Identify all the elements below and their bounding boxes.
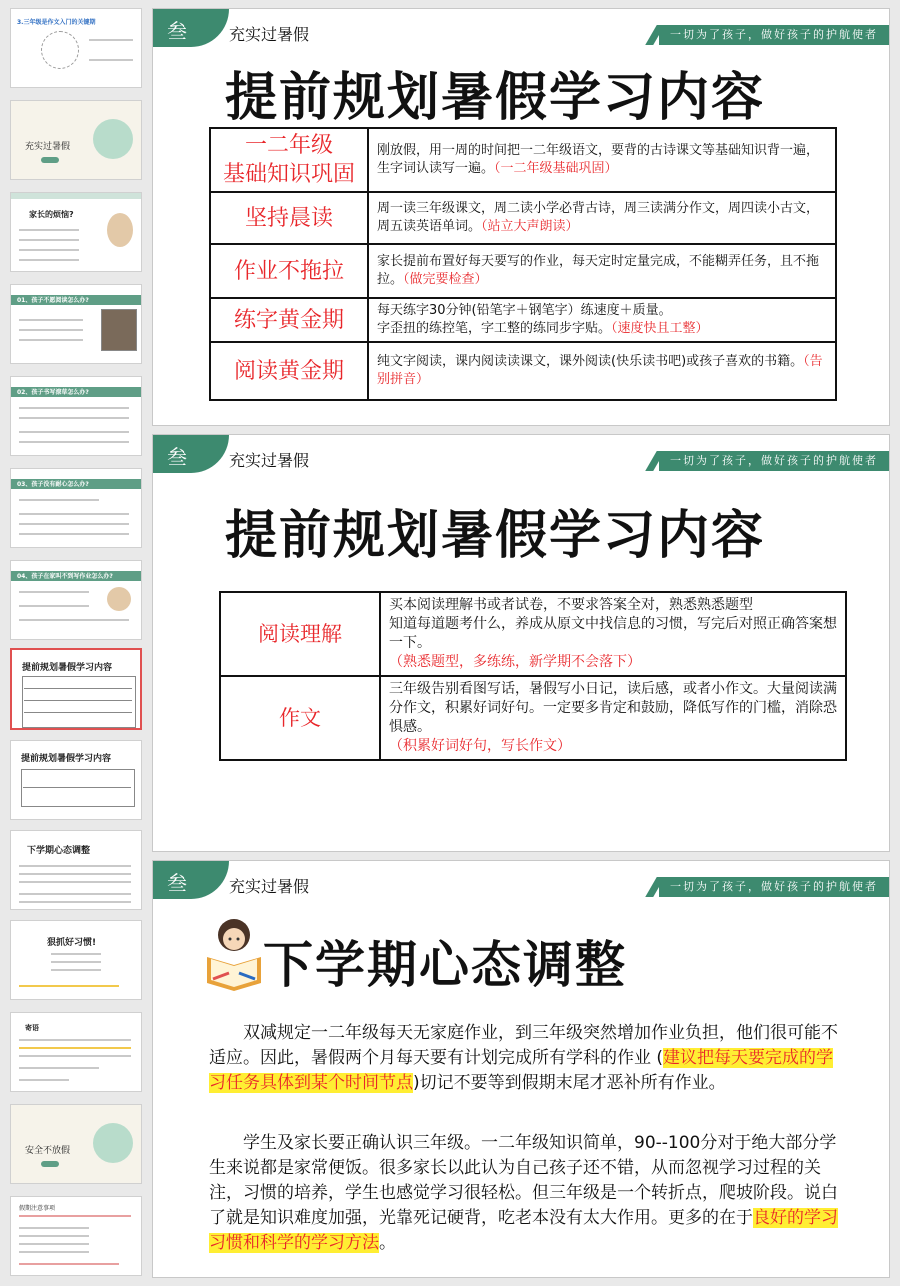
slide-thumbnail-panel[interactable]: [0, 0, 152, 1286]
thumbnail-title: 02、孩子书写潦草怎么办?: [17, 389, 89, 396]
slide-title: 提前规划暑假学习内容: [225, 68, 766, 128]
section-tab: 叁: [153, 435, 229, 473]
slide-title: 提前规划暑假学习内容: [225, 506, 766, 566]
thumbnail-title: 假期注意事项: [19, 1205, 56, 1212]
row-note: （站立大声朗读）: [481, 219, 579, 234]
row-note: （积累好词好句，写长作文）: [389, 738, 571, 754]
thumbnail-title: 安全不放假: [25, 1146, 71, 1156]
slide-thumbnail-5[interactable]: [10, 376, 142, 456]
row-note: （速度快且工整）: [611, 321, 709, 336]
table-row: [210, 244, 836, 298]
row-content: 刚放假，用一周的时间把一二年级语文，要背的古诗课文等基础知识背一遍，生字词认读写一遍。（一二年级基础巩固）: [368, 128, 836, 192]
thumbnail-title: 04、孩子在家叫不到写作业怎么办?: [17, 573, 113, 580]
row-note: （一二年级基础巩固）: [494, 161, 618, 176]
row-content: 家长提前布置好每天要写的作业，每天定时定量完成，不能糊弄任务，且不拖拉。（做完要检查）: [368, 244, 836, 298]
row-label: 阅读理解: [220, 592, 380, 676]
paragraph-2: 学生及家长要正确认识三年级。一二年级知识简单，90--100分对于绝大部分学生来说都是家常便饭。很多家长以此认为自己孩子还不错，从而忽视学习过程的关注，习惯的培养，学生也感觉学习很轻松。但三年级是一个转折点，爬坡阶段。说白了就是知识难度加强，光靠死记硬背，吃老本没有太大作用。更多的在于良好的学习习惯和科学的学习方法。: [209, 1133, 838, 1253]
thumbnail-title: 充实过暑假: [25, 142, 71, 152]
table-row: [220, 592, 846, 676]
slide-thumbnail-13[interactable]: [10, 1104, 142, 1184]
row-content: 周一读三年级课文，周二读小学必背古诗，周三读满分作文，周四读小古文，周五读英语单词。（站立大声朗读）: [368, 192, 836, 244]
highlight-text: 良好的学习习惯和科学的学习方法: [209, 1208, 838, 1253]
slogan-banner: 一切为了孩子，做好孩子的护航使者: [659, 451, 889, 471]
slide-thumbnail-6[interactable]: [10, 468, 142, 548]
slide-title: 下学期心态调整: [263, 936, 627, 994]
row-note: （告别拼音）: [377, 354, 823, 387]
thumbnail-title: 狠抓好习惯!: [47, 938, 97, 948]
slide-thumbnail-14[interactable]: [10, 1196, 142, 1276]
slide-thumbnail-9[interactable]: [10, 740, 142, 820]
photo: [101, 309, 137, 351]
table-row: [210, 128, 836, 192]
thumbnail-title: 家长的烦恼?: [29, 210, 74, 219]
row-label: 坚持晨读: [210, 192, 368, 244]
thumbnail-title: 提前规划暑假学习内容: [21, 754, 112, 764]
row-label: 一二年级 基础知识巩固: [210, 128, 368, 192]
table-row: [210, 342, 836, 400]
thumbnail-title: 01、孩子不愿阅读怎么办?: [17, 297, 89, 304]
slide-subtitle: 充实过暑假: [229, 451, 310, 470]
paragraph-1: 双减规定一二年级每天无家庭作业，到三年级突然增加作业负担，他们很可能不适应。因此，暑假两个月每天要有计划完成所有学科的作业 (建议把每天要完成的学习任务具体到某个时间节点)切记不要等到假期末尾才恶补所有作业。: [209, 1023, 838, 1093]
girl-image: [107, 213, 133, 247]
row-note: （熟悉题型，多练练，新学期不会落下）: [389, 654, 641, 670]
thumbnail-title: 寄语: [25, 1024, 39, 1032]
slogan-banner: 一切为了孩子，做好孩子的护航使者: [659, 25, 889, 45]
slide-thumbnail-2[interactable]: [10, 100, 142, 180]
slide-thumbnail-12[interactable]: [10, 1012, 142, 1092]
slide-10-preview[interactable]: [152, 860, 890, 1278]
row-label: 练字黄金期: [210, 298, 368, 342]
slide-8-preview[interactable]: [152, 8, 890, 426]
thumbnail-diagram: [41, 31, 79, 69]
highlight-text: 建议把每天要完成的学习任务具体到某个时间节点: [209, 1048, 834, 1093]
row-content: 买本阅读理解书或者试卷，不要求答案全对，熟悉熟悉题型 知道每道题考什么，养成从原文中找信息的习惯，写完后对照正确答案想一下。 （熟悉题型，多练练，新学期不会落下）: [380, 592, 846, 676]
row-content: 三年级告别看图写话，暑假写小日记，读后感，或者小作文。大量阅读满分作文，积累好词好句。一定要多肯定和鼓励，降低写作的门槛，消除恐惧感。 （积累好词好句，写长作文）: [380, 676, 846, 760]
row-content: 纯文字阅读，课内阅读读课文，课外阅读(快乐读书吧)或孩子喜欢的书籍。（告别拼音）: [368, 342, 836, 400]
thumbnail-title: 03、孩子没有耐心怎么办?: [17, 481, 89, 488]
plan-table: [219, 591, 847, 761]
row-note: （做完要检查）: [403, 272, 488, 287]
thumbnail-title: 下学期心态调整: [27, 846, 91, 856]
slogan-banner: 一切为了孩子，做好孩子的护航使者: [659, 877, 889, 897]
decorative-circle: [93, 1123, 133, 1163]
slide-thumbnail-3[interactable]: [10, 192, 142, 272]
section-tab: 叁: [153, 9, 229, 47]
slide-thumbnail-4[interactable]: [10, 284, 142, 364]
slide-thumbnail-1[interactable]: [10, 8, 142, 88]
slide-subtitle: 充实过暑假: [229, 877, 310, 896]
slide-9-preview[interactable]: [152, 434, 890, 852]
slide-thumbnail-10[interactable]: [10, 830, 142, 910]
row-label: 作业不拖拉: [210, 244, 368, 298]
slide-thumbnail-7[interactable]: [10, 560, 142, 640]
thumbnail-title: 提前规划暑假学习内容: [22, 663, 113, 673]
table-row: [220, 676, 846, 760]
slide-thumbnail-8[interactable]: [10, 648, 142, 730]
row-label: 作文: [220, 676, 380, 760]
table-row: [210, 192, 836, 244]
row-content: 每天练字30分钟(铅笔字＋钢笔字）练速度＋质量。 字歪扭的练控笔，字工整的练同步字贴。（速度快且工整）: [368, 298, 836, 342]
decorative-circle: [93, 119, 133, 159]
plan-table: [209, 127, 837, 401]
section-tab: 叁: [153, 861, 229, 899]
reading-girl-icon: [199, 913, 269, 993]
slide-subtitle: 充实过暑假: [229, 25, 310, 44]
thumbnail-table: [21, 769, 135, 807]
slide-thumbnail-11[interactable]: [10, 920, 142, 1000]
thumbnail-table: [22, 676, 136, 728]
table-row: [210, 298, 836, 342]
thumbnail-title: 3.三年级是作文入门的关键期: [17, 19, 96, 26]
row-label: 阅读黄金期: [210, 342, 368, 400]
